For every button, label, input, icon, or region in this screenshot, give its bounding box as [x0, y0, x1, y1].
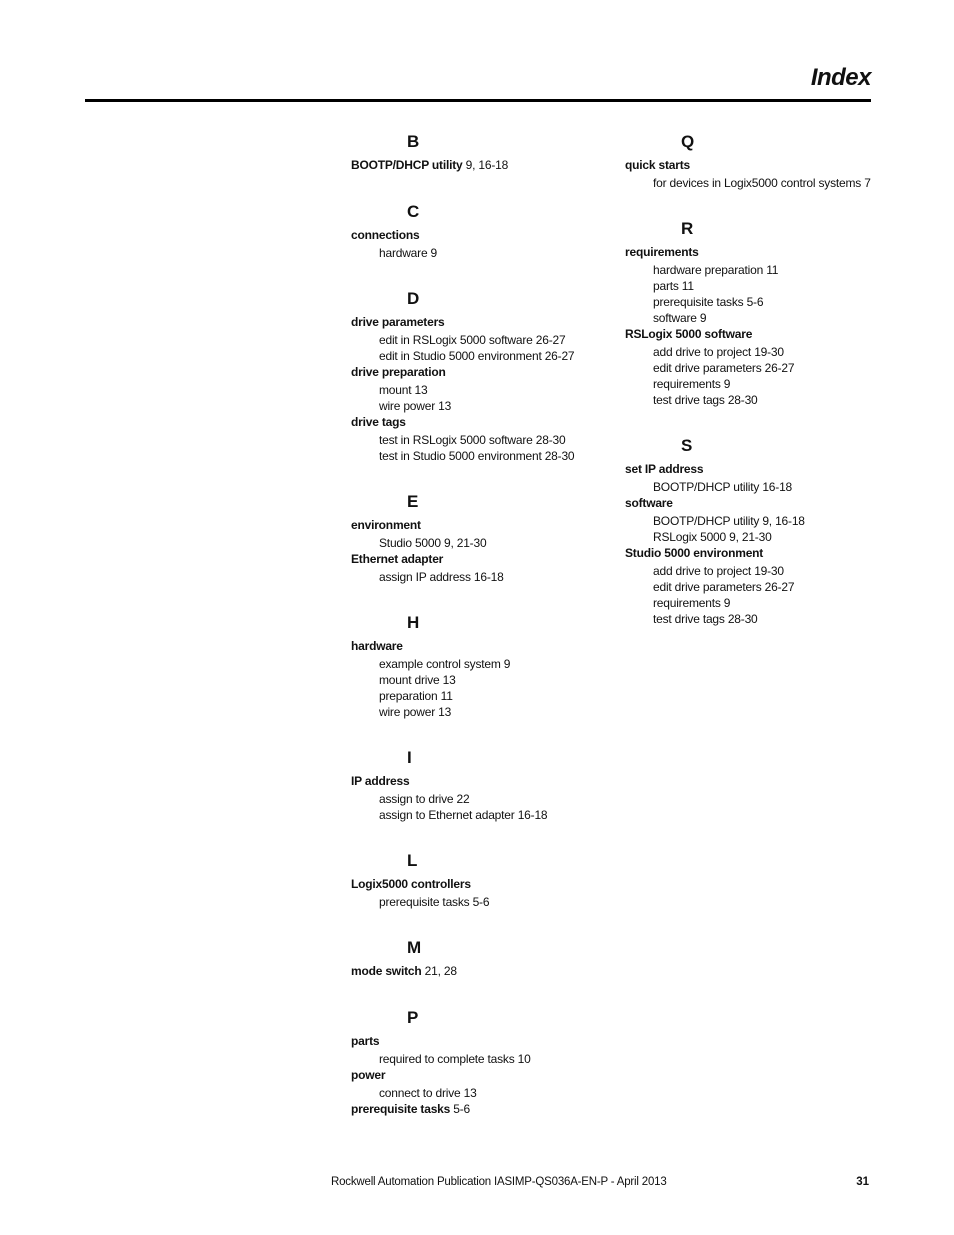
index-term-text: drive tags	[351, 415, 406, 429]
index-subentry: prerequisite tasks 5-6	[653, 295, 764, 309]
index-subentry: assign to drive 22	[379, 792, 470, 806]
index-subentries	[351, 894, 601, 910]
index-term	[351, 1101, 601, 1118]
index-column-right	[625, 128, 885, 651]
index-subentries	[625, 513, 885, 545]
index-subentry: software 9	[653, 311, 707, 325]
index-letter-section	[351, 847, 601, 910]
index-subentries	[351, 791, 601, 823]
index-letter-heading: E	[407, 492, 419, 511]
index-term	[351, 364, 601, 381]
index-subentries	[351, 432, 601, 464]
index-letter-heading: S	[681, 436, 693, 455]
title-divider	[85, 99, 871, 102]
index-letter-heading: C	[407, 202, 420, 221]
index-letter-section	[351, 934, 601, 980]
index-term	[625, 461, 885, 478]
index-subentries	[351, 656, 601, 720]
footer-publication: Rockwell Automation Publication IASIMP-QS036A-EN-P - April 2013	[331, 1176, 667, 1188]
index-subentry: assign to Ethernet adapter 16-18	[379, 808, 548, 822]
index-term-text: connections	[351, 228, 420, 242]
index-letter-section	[351, 285, 601, 464]
index-subentry: hardware 9	[379, 246, 438, 260]
index-term	[351, 517, 601, 534]
index-subentry: test drive tags 28-30	[653, 612, 758, 626]
index-letter-section	[351, 128, 601, 174]
index-term	[351, 876, 601, 893]
index-subentry: hardware preparation 11	[653, 263, 779, 277]
index-letter-heading: M	[407, 938, 422, 957]
index-term	[351, 1067, 601, 1084]
index-letter-section	[351, 744, 601, 823]
index-subentry: edit in Studio 5000 environment 26-27	[379, 349, 575, 363]
index-term	[351, 1033, 601, 1050]
index-term-text: Logix5000 controllers	[351, 877, 471, 891]
index-letter-heading: Q	[681, 132, 695, 151]
index-term	[351, 963, 601, 980]
index-term-text: requirements	[625, 245, 699, 259]
index-term	[351, 638, 601, 655]
index-term-text: quick starts	[625, 158, 690, 172]
index-term	[351, 551, 601, 568]
index-letter-section	[625, 128, 885, 191]
index-term-pages: 9, 16-18	[465, 158, 509, 172]
index-term	[351, 314, 601, 331]
index-term	[351, 157, 601, 174]
index-subentry: requirements 9	[653, 377, 731, 391]
index-subentries	[625, 344, 885, 408]
index-term-text: environment	[351, 518, 421, 532]
index-letter-section	[351, 609, 601, 720]
index-term-text: software	[625, 496, 673, 510]
index-letter-heading: L	[407, 851, 418, 870]
index-term	[625, 157, 885, 174]
index-term-text: set IP address	[625, 462, 704, 476]
index-term-text: hardware	[351, 639, 403, 653]
index-subentry: edit drive parameters 26-27	[653, 361, 795, 375]
index-subentry: example control system 9	[379, 657, 511, 671]
index-subentries	[351, 1051, 601, 1067]
index-subentry: RSLogix 5000 9, 21-30	[653, 530, 772, 544]
index-term-text: drive parameters	[351, 315, 445, 329]
index-letter-heading: R	[681, 219, 694, 238]
index-term-text: mode switch	[351, 964, 422, 978]
index-term-text: BOOTP/DHCP utility	[351, 158, 463, 172]
index-column-left	[351, 128, 601, 1142]
index-subentries	[351, 1085, 601, 1101]
index-subentry: BOOTP/DHCP utility 16-18	[653, 480, 793, 494]
index-term-pages: 21, 28	[424, 964, 457, 978]
index-subentries	[351, 245, 601, 261]
index-letter-section	[351, 1004, 601, 1118]
index-subentry: test in RSLogix 5000 software 28-30	[379, 433, 566, 447]
index-subentry: test drive tags 28-30	[653, 393, 758, 407]
index-term	[351, 773, 601, 790]
index-subentries	[625, 262, 885, 326]
index-subentry: required to complete tasks 10	[379, 1052, 531, 1066]
index-subentry: add drive to project 19-30	[653, 564, 784, 578]
index-subentry: wire power 13	[379, 399, 452, 413]
page-title: Index	[810, 64, 871, 91]
index-term-text: drive preparation	[351, 365, 446, 379]
index-subentry: Studio 5000 9, 21-30	[379, 536, 487, 550]
index-letter-heading: I	[407, 748, 412, 767]
index-letter-section	[625, 215, 885, 408]
index-subentry: add drive to project 19-30	[653, 345, 784, 359]
index-term	[351, 227, 601, 244]
index-term	[625, 495, 885, 512]
index-subentry: prerequisite tasks 5-6	[379, 895, 490, 909]
index-letter-section	[351, 488, 601, 585]
index-subentries	[625, 479, 885, 495]
index-subentry: for devices in Logix5000 control systems 7	[653, 176, 871, 190]
index-subentry: preparation 11	[379, 689, 453, 703]
index-term-text: power	[351, 1068, 386, 1082]
index-subentries	[351, 382, 601, 414]
index-term-text: Studio 5000 environment	[625, 546, 764, 560]
index-term-text: Ethernet adapter	[351, 552, 444, 566]
index-subentries	[351, 569, 601, 585]
index-subentries	[625, 563, 885, 627]
index-subentry: edit drive parameters 26-27	[653, 580, 795, 594]
index-term	[625, 545, 885, 562]
index-subentry: assign IP address 16-18	[379, 570, 504, 584]
index-subentry: wire power 13	[379, 705, 452, 719]
index-term-text: RSLogix 5000 software	[625, 327, 753, 341]
index-term	[625, 326, 885, 343]
index-subentry: requirements 9	[653, 596, 731, 610]
index-term-text: parts	[351, 1034, 380, 1048]
index-subentry: BOOTP/DHCP utility 9, 16-18	[653, 514, 805, 528]
index-letter-section	[351, 198, 601, 261]
index-subentry: connect to drive 13	[379, 1086, 477, 1100]
index-subentry: mount 13	[379, 383, 428, 397]
index-letter-heading: P	[407, 1008, 419, 1027]
index-term	[625, 244, 885, 261]
index-subentries	[351, 332, 601, 364]
index-letter-heading: B	[407, 132, 420, 151]
index-term-text: IP address	[351, 774, 410, 788]
index-term-text: prerequisite tasks	[351, 1102, 451, 1116]
index-subentry: edit in RSLogix 5000 software 26-27	[379, 333, 566, 347]
index-letter-heading: H	[407, 613, 420, 632]
footer-page-number: 31	[856, 1176, 869, 1188]
index-subentry: parts 11	[653, 279, 694, 293]
index-term	[351, 414, 601, 431]
index-subentry: test in Studio 5000 environment 28-30	[379, 449, 575, 463]
index-subentries	[625, 175, 885, 191]
index-letter-section	[625, 432, 885, 627]
index-subentry: mount drive 13	[379, 673, 456, 687]
index-letter-heading: D	[407, 289, 420, 308]
index-subentries	[351, 535, 601, 551]
index-term-pages: 5-6	[453, 1102, 471, 1116]
